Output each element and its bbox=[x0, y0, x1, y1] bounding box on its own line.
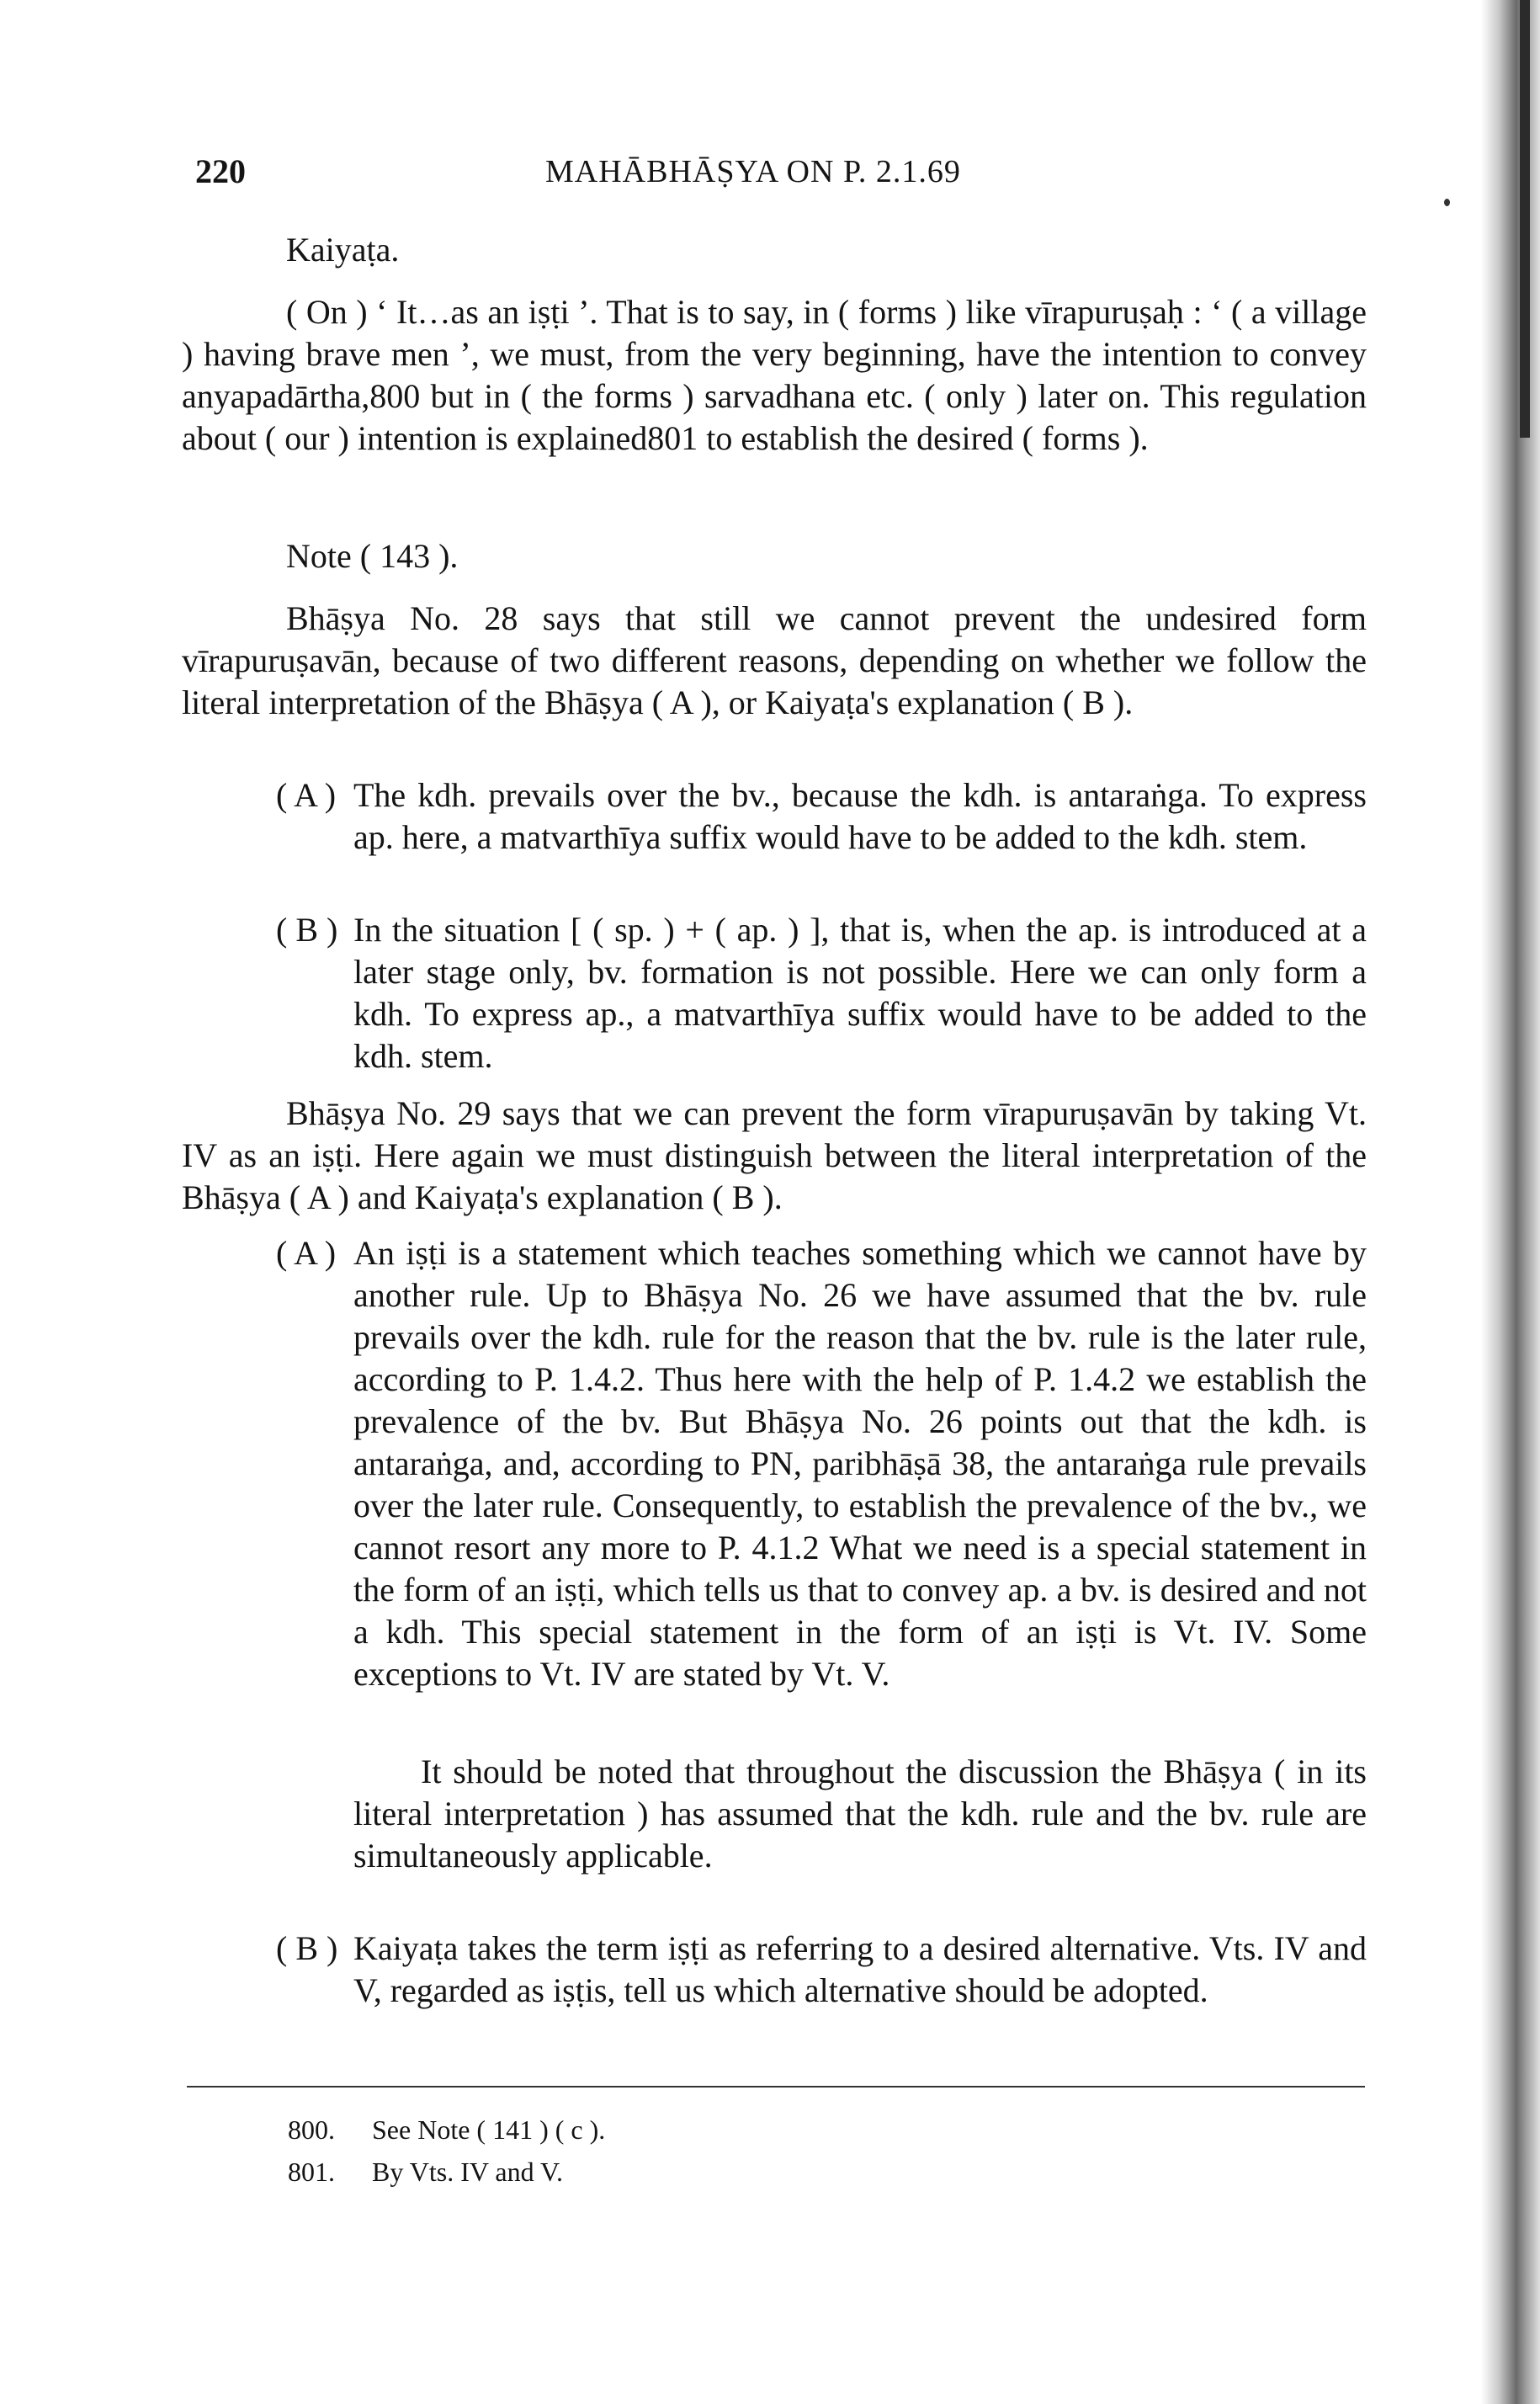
kaiyata-paragraph: ( On ) ‘ It…as an iṣṭi ’. That is to say, in ( forms ) like vīrapuruṣaḥ : ‘ ( a village ) having brave men ’, we must, from the very beginning, have the intention to convey anyapadārtha,800 but in ( the forms ) sarvadhana etc. ( only ) later on. This regulation about ( our ) intention is explained801 to establish the desired ( forms ). bbox=[182, 293, 1367, 457]
page-number: 220 bbox=[195, 152, 246, 190]
list-item-a2 bbox=[276, 1232, 1367, 1695]
list-item-label: ( B ) bbox=[276, 911, 338, 949]
footnote-number: 801. bbox=[288, 2157, 335, 2187]
list-item-text: Kaiyaṭa takes the term iṣṭi as referring to a desired alternative. Vts. IV and V, regarded as iṣṭis, tell us which alternative should be adopted. bbox=[353, 1929, 1367, 2009]
ink-speck bbox=[1444, 199, 1450, 206]
list-item-label: ( A ) bbox=[276, 1234, 337, 1272]
list-item-a2-continuation: It should be noted that throughout the discussion the Bhāṣya ( in its literal interpretation ) has assumed that the kdh. rule and the bv. rule are simultaneously applicable. bbox=[353, 1752, 1367, 1875]
list-item-label: ( B ) bbox=[276, 1929, 338, 1967]
note-heading: Note ( 143 ). bbox=[286, 537, 459, 575]
footnote-text: See Note ( 141 ) ( c ). bbox=[372, 2114, 606, 2145]
list-item-text: An iṣṭi is a statement which teaches something which we cannot have by another rule. Up to Bhāṣya No. 26 we have assumed that the bv. rule prevails over the kdh. rule for the reason that the bv. rule is the later rule, according to P. 1.4.2. Thus here with the help of P. 1.4.2 we establish the prevalence of the bv. But Bhāṣya No. 26 points out that the kdh. is antaraṅga, and, according to PN, paribhāṣā 38, the antaraṅga rule prevails over the later rule. Consequently, to establish the prevalence of the bv., we cannot resort any more to P. 4.1.2 What we need is a special statement in the form of an iṣṭi, which tells us that to convey ap. a bv. is desired and not a kdh. This special statement in the form of an iṣṭi is Vt. IV. Some exceptions to Vt. IV are stated by Vt. V. bbox=[353, 1234, 1367, 1693]
footnote-801 bbox=[288, 2155, 563, 2189]
list-item-text: In the situation [ ( sp. ) + ( ap. ) ], that is, when the ap. is introduced at a later stage only, bv. formation is not possible. Here we can only form a kdh. To express ap., a matvarthīya suffix would have to be added to the kdh. stem. bbox=[353, 911, 1367, 1075]
footnote-separator bbox=[187, 2086, 1365, 2088]
footnote-800 bbox=[288, 2113, 605, 2146]
scan-binding-shadow bbox=[1520, 0, 1530, 438]
list-item-text: The kdh. prevails over the bv., because the kdh. is antaraṅga. To express ap. here, a matvarthīya suffix would have to be added to the kdh. stem. bbox=[353, 776, 1367, 856]
kaiyata-heading: Kaiyaṭa. bbox=[286, 231, 400, 269]
scan-page-edge bbox=[1481, 0, 1540, 2404]
footnote-number: 800. bbox=[288, 2114, 335, 2145]
list-item-b1 bbox=[276, 909, 1367, 1077]
list-item-b2 bbox=[276, 1928, 1367, 2012]
list-item-a1 bbox=[276, 774, 1367, 859]
bhasya-28-paragraph: Bhāṣya No. 28 says that still we cannot prevent the undesired form vīrapuruṣavān, because of two different reasons, depending on whether we follow the literal interpretation of the Bhāṣya ( A ), or Kaiyaṭa's explanation ( B ). bbox=[182, 599, 1367, 721]
bhasya-29-paragraph: Bhāṣya No. 29 says that we can prevent the form vīrapuruṣavān by taking Vt. IV as an iṣṭi. Here again we must distinguish between the literal interpretation of the Bhāṣya ( A ) and Kaiyaṭa's explanation ( B ). bbox=[182, 1094, 1367, 1216]
footnote-text: By Vts. IV and V. bbox=[372, 2157, 564, 2187]
list-item-label: ( A ) bbox=[276, 776, 337, 814]
running-head: MAHĀBHĀṢYA ON P. 2.1.69 bbox=[545, 154, 961, 189]
